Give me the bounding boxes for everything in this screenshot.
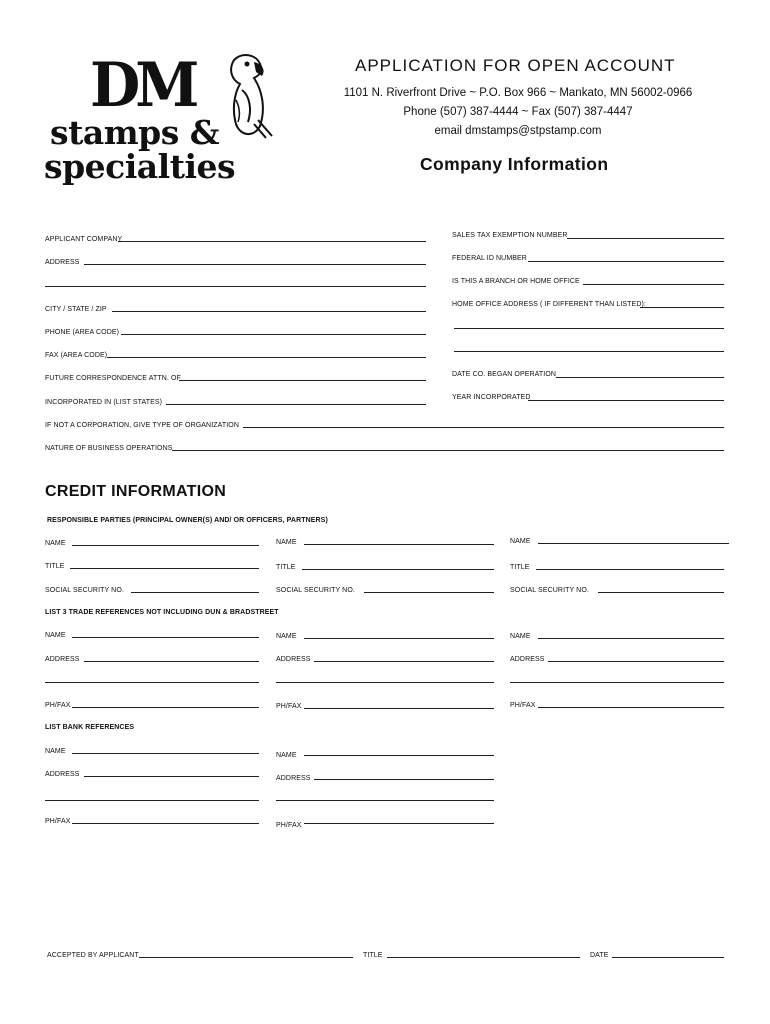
responsible-parties-label: RESPONSIBLE PARTIES (PRINCIPAL OWNER(S) AND/ OR OFFICERS, PARTNERS) xyxy=(47,517,328,524)
trade-3-address-field[interactable] xyxy=(548,661,724,662)
principal-2-name-label: NAME xyxy=(276,539,297,546)
footer-title-field[interactable] xyxy=(387,957,580,958)
principal-3-name-field[interactable] xyxy=(538,543,729,544)
principal-2-ssn-field[interactable] xyxy=(364,592,494,593)
accepted-by-label: ACCEPTED BY APPLICANT xyxy=(47,952,139,959)
principal-2-ssn-label: SOCIAL SECURITY NO. xyxy=(276,587,355,594)
trade-3-name-field[interactable] xyxy=(538,638,724,639)
principal-3-ssn-field[interactable] xyxy=(598,592,724,593)
bank-1-address-label: ADDRESS xyxy=(45,771,80,778)
principal-2-title-label: TITLE xyxy=(276,564,296,571)
trade-3-name-label: NAME xyxy=(510,633,531,640)
applicant-company-field[interactable] xyxy=(118,241,426,242)
phone-label: PHONE (AREA CODE) xyxy=(45,329,120,336)
branch-home-field[interactable] xyxy=(583,284,724,285)
home-office-field[interactable] xyxy=(640,307,724,308)
nature-field[interactable] xyxy=(172,450,724,451)
address-label: ADDRESS xyxy=(45,259,80,266)
future-attn-field[interactable] xyxy=(179,380,426,381)
trade-2-address-field-2[interactable] xyxy=(276,682,494,683)
trade-1-phfax-field[interactable] xyxy=(72,707,259,708)
trade-1-address-field-2[interactable] xyxy=(45,682,259,683)
bank-2-phfax-label: PH/FAX xyxy=(276,822,302,829)
principal-3-title-label: TITLE xyxy=(510,564,530,571)
trade-2-phfax-field[interactable] xyxy=(304,708,494,709)
section-title: Company Information xyxy=(420,154,609,174)
home-office-field-2[interactable] xyxy=(454,328,724,329)
bank-1-address-field-2[interactable] xyxy=(45,800,259,801)
principal-1-name-label: NAME xyxy=(45,540,66,547)
federal-id-field[interactable] xyxy=(528,261,724,262)
org-type-field[interactable] xyxy=(243,427,724,428)
org-type-label: IF NOT A CORPORATION, GIVE TYPE OF ORGANIZATION xyxy=(45,422,239,429)
year-incorporated-label: YEAR INCORPORATED xyxy=(452,394,531,401)
home-office-field-3[interactable] xyxy=(454,351,724,352)
trade-1-phfax-label: PH/FAX xyxy=(45,702,71,709)
applicant-company-label: APPLICANT COMPANY xyxy=(45,236,123,243)
trade-2-phfax-label: PH/FAX xyxy=(276,703,302,710)
bank-2-name-field[interactable] xyxy=(304,755,494,756)
address-field[interactable] xyxy=(84,264,426,265)
trade-3-phfax-label: PH/FAX xyxy=(510,702,536,709)
trade-3-address-field-2[interactable] xyxy=(510,682,724,683)
parrot-icon xyxy=(214,50,276,140)
principal-1-title-label: TITLE xyxy=(45,563,65,570)
company-phone: Phone (507) 387-4444 ~ Fax (507) 387-4447 xyxy=(403,106,633,118)
footer-date-field[interactable] xyxy=(612,957,724,958)
principal-2-name-field[interactable] xyxy=(304,544,494,545)
logo-line2: specialties xyxy=(44,147,236,186)
form-title: APPLICATION FOR OPEN ACCOUNT xyxy=(355,56,676,75)
bank-refs-label: LIST BANK REFERENCES xyxy=(45,724,135,731)
accepted-by-field[interactable] xyxy=(139,957,353,958)
principal-1-ssn-field[interactable] xyxy=(131,592,259,593)
company-address: 1101 N. Riverfront Drive ~ P.O. Box 966 ~ Mankato, MN 56002-0966 xyxy=(343,87,693,99)
bank-2-address-label: ADDRESS xyxy=(276,775,311,782)
trade-2-address-field[interactable] xyxy=(314,661,494,662)
home-office-label: HOME OFFICE ADDRESS ( IF DIFFERENT THAN LISTED): xyxy=(452,301,646,308)
footer-date-label: DATE xyxy=(590,952,609,959)
trade-3-phfax-field[interactable] xyxy=(538,707,724,708)
trade-1-name-field[interactable] xyxy=(72,637,259,638)
logo-dm: DM xyxy=(90,49,195,121)
bank-1-address-field[interactable] xyxy=(84,776,259,777)
bank-2-phfax-field[interactable] xyxy=(304,823,494,824)
trade-1-name-label: NAME xyxy=(45,632,66,639)
bank-1-phfax-field[interactable] xyxy=(72,823,259,824)
city-state-zip-field[interactable] xyxy=(112,311,426,312)
branch-home-label: IS THIS A BRANCH OR HOME OFFICE xyxy=(452,278,580,285)
bank-1-name-field[interactable] xyxy=(72,753,259,754)
sales-tax-field[interactable] xyxy=(567,238,724,239)
bank-2-name-label: NAME xyxy=(276,752,297,759)
bank-2-address-field-2[interactable] xyxy=(276,800,494,801)
trade-3-address-label: ADDRESS xyxy=(510,656,545,663)
bank-1-phfax-label: PH/FAX xyxy=(45,818,71,825)
future-attn-label: FUTURE CORRESPONDENCE ATTN. OF xyxy=(45,375,181,382)
principal-3-name-label: NAME xyxy=(510,538,531,545)
trade-2-address-label: ADDRESS xyxy=(276,656,311,663)
trade-1-address-label: ADDRESS xyxy=(45,656,80,663)
federal-id-label: FEDERAL ID NUMBER xyxy=(452,255,527,262)
footer-title-label: TITLE xyxy=(363,952,383,959)
company-logo xyxy=(44,48,279,188)
date-began-label: DATE CO. BEGAN OPERATION xyxy=(452,371,557,378)
principal-1-ssn-label: SOCIAL SECURITY NO. xyxy=(45,587,124,594)
principal-2-title-field[interactable] xyxy=(302,569,494,570)
sales-tax-label: SALES TAX EXEMPTION NUMBER xyxy=(452,232,568,239)
address-field-2[interactable] xyxy=(45,286,426,287)
trade-1-address-field[interactable] xyxy=(84,661,259,662)
principal-3-title-field[interactable] xyxy=(536,569,724,570)
incorporated-in-label: INCORPORATED IN (LIST STATES) xyxy=(45,399,163,406)
principal-3-ssn-label: SOCIAL SECURITY NO. xyxy=(510,587,589,594)
fax-label: FAX (AREA CODE) xyxy=(45,352,108,359)
trade-2-name-label: NAME xyxy=(276,633,297,640)
year-incorporated-field[interactable] xyxy=(528,400,724,401)
company-email: email dmstamps@stpstamp.com xyxy=(434,125,602,137)
city-state-zip-label: CITY / STATE / ZIP xyxy=(45,306,107,313)
principal-1-title-field[interactable] xyxy=(70,568,259,569)
nature-label: NATURE OF BUSINESS OPERATIONS xyxy=(45,445,173,452)
credit-heading: CREDIT INFORMATION xyxy=(45,483,227,500)
date-began-field[interactable] xyxy=(556,377,724,378)
phone-field[interactable] xyxy=(121,334,426,335)
trade-2-name-field[interactable] xyxy=(304,638,494,639)
principal-1-name-field[interactable] xyxy=(72,545,259,546)
trade-refs-label: LIST 3 TRADE REFERENCES NOT INCLUDING DUN & BRADSTREET xyxy=(45,609,279,616)
fax-field[interactable] xyxy=(107,357,426,358)
bank-2-address-field[interactable] xyxy=(314,779,494,780)
bank-1-name-label: NAME xyxy=(45,748,66,755)
logo-line1: stamps & xyxy=(50,113,220,152)
incorporated-in-field[interactable] xyxy=(166,404,426,405)
